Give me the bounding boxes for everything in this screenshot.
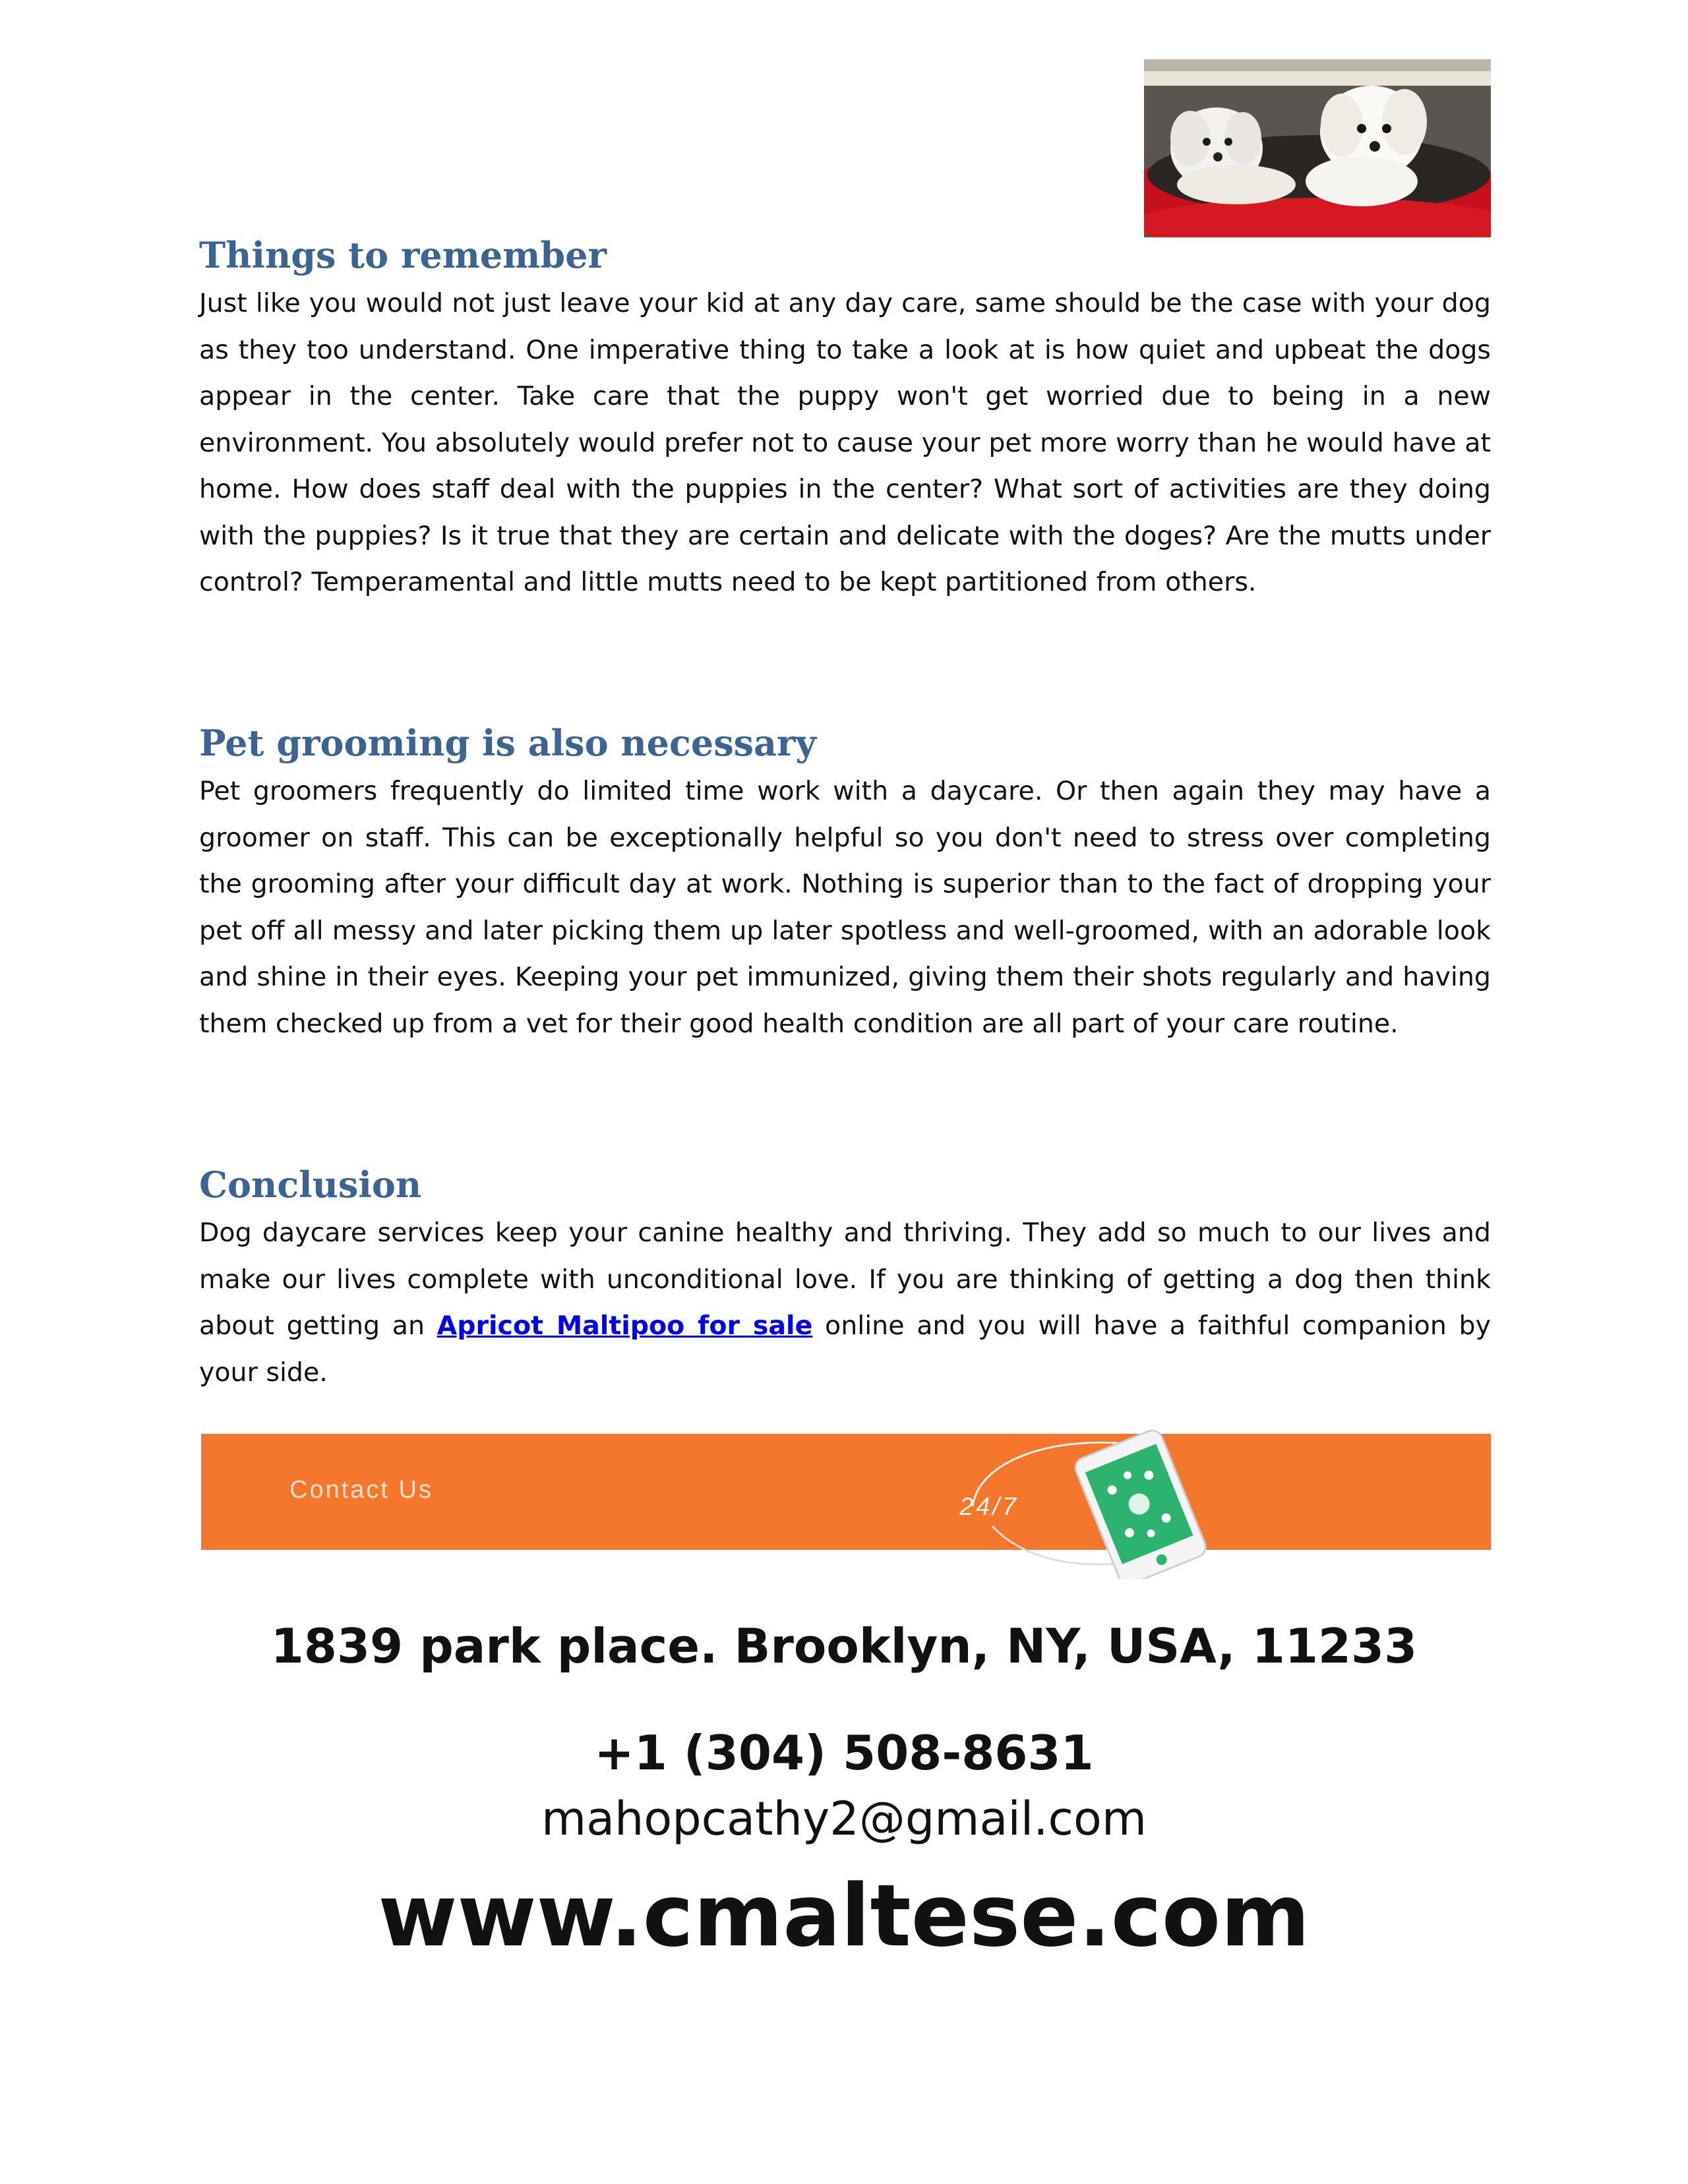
phone-text: +1 (304) 508-8631 bbox=[594, 1725, 1094, 1781]
section-heading: Things to remember bbox=[199, 234, 607, 276]
section-paragraph: Pet groomers frequently do limited time work with a daycare. Or then again they may have a groomer on staff. This can be exceptionally helpful so you don't need to stress over completing the grooming after your difficult day at work. Nothing is superior than to the fact of dropping your pet off all messy and later picking them up later spotless and well-groomed, with an adorable look and shine in their eyes. Keeping your pet immunized, giving them their shots regularly and having them checked up from a vet for their good health condition are all part of your care routine. bbox=[199, 776, 1491, 1039]
hours-label: 24/7 bbox=[959, 1493, 1019, 1521]
section-conclusion bbox=[199, 1164, 1491, 1396]
paragraph-text-before-link: Dog daycare services keep your canine healthy and thriving. They add so much to our lives and make our lives complete with unconditional love. If you are thinking of getting a dog then think about getting an bbox=[199, 1218, 1491, 1341]
apricot-maltipoo-link[interactable]: Apricot Maltipoo for sale bbox=[437, 1311, 813, 1341]
smartphone-icon bbox=[953, 1427, 1269, 1579]
section-things-to-remember bbox=[199, 234, 1491, 606]
section-paragraph: Just like you would not just leave your kid at any day care, same should be the case with your dog as they too understand. One imperative thing to take a look at is how quiet and upbeat the dogs appear in the center. Take care that the puppy won't get worried due to being in a new environment. You absolutely would prefer not to cause your pet more worry than he would have at home. How does staff deal with the puppies in the center? What sort of activities are they doing with the puppies? Is it true that they are certain and delicate with the doges? Are the mutts under control? Temperamental and little mutts need to be kept partitioned from others. bbox=[199, 288, 1491, 597]
section-heading: Pet grooming is also necessary bbox=[199, 722, 816, 764]
address-text: 1839 park place. Brooklyn, NY, USA, 11233 bbox=[270, 1618, 1418, 1674]
email-text: mahopcathy2@gmail.com bbox=[541, 1792, 1147, 1846]
paragraph-text-after-link: online and you will have a faithful companion by your side. bbox=[199, 1311, 1491, 1388]
section-paragraph bbox=[199, 1210, 1491, 1396]
contact-banner bbox=[201, 1434, 1491, 1550]
puppies-image bbox=[1144, 59, 1491, 237]
website-text: www.cmaltese.com bbox=[378, 1866, 1310, 1966]
section-pet-grooming bbox=[199, 722, 1491, 1047]
contact-us-label: Contact Us bbox=[289, 1476, 433, 1504]
puppies-photo bbox=[1144, 59, 1491, 237]
section-heading: Conclusion bbox=[199, 1164, 422, 1206]
